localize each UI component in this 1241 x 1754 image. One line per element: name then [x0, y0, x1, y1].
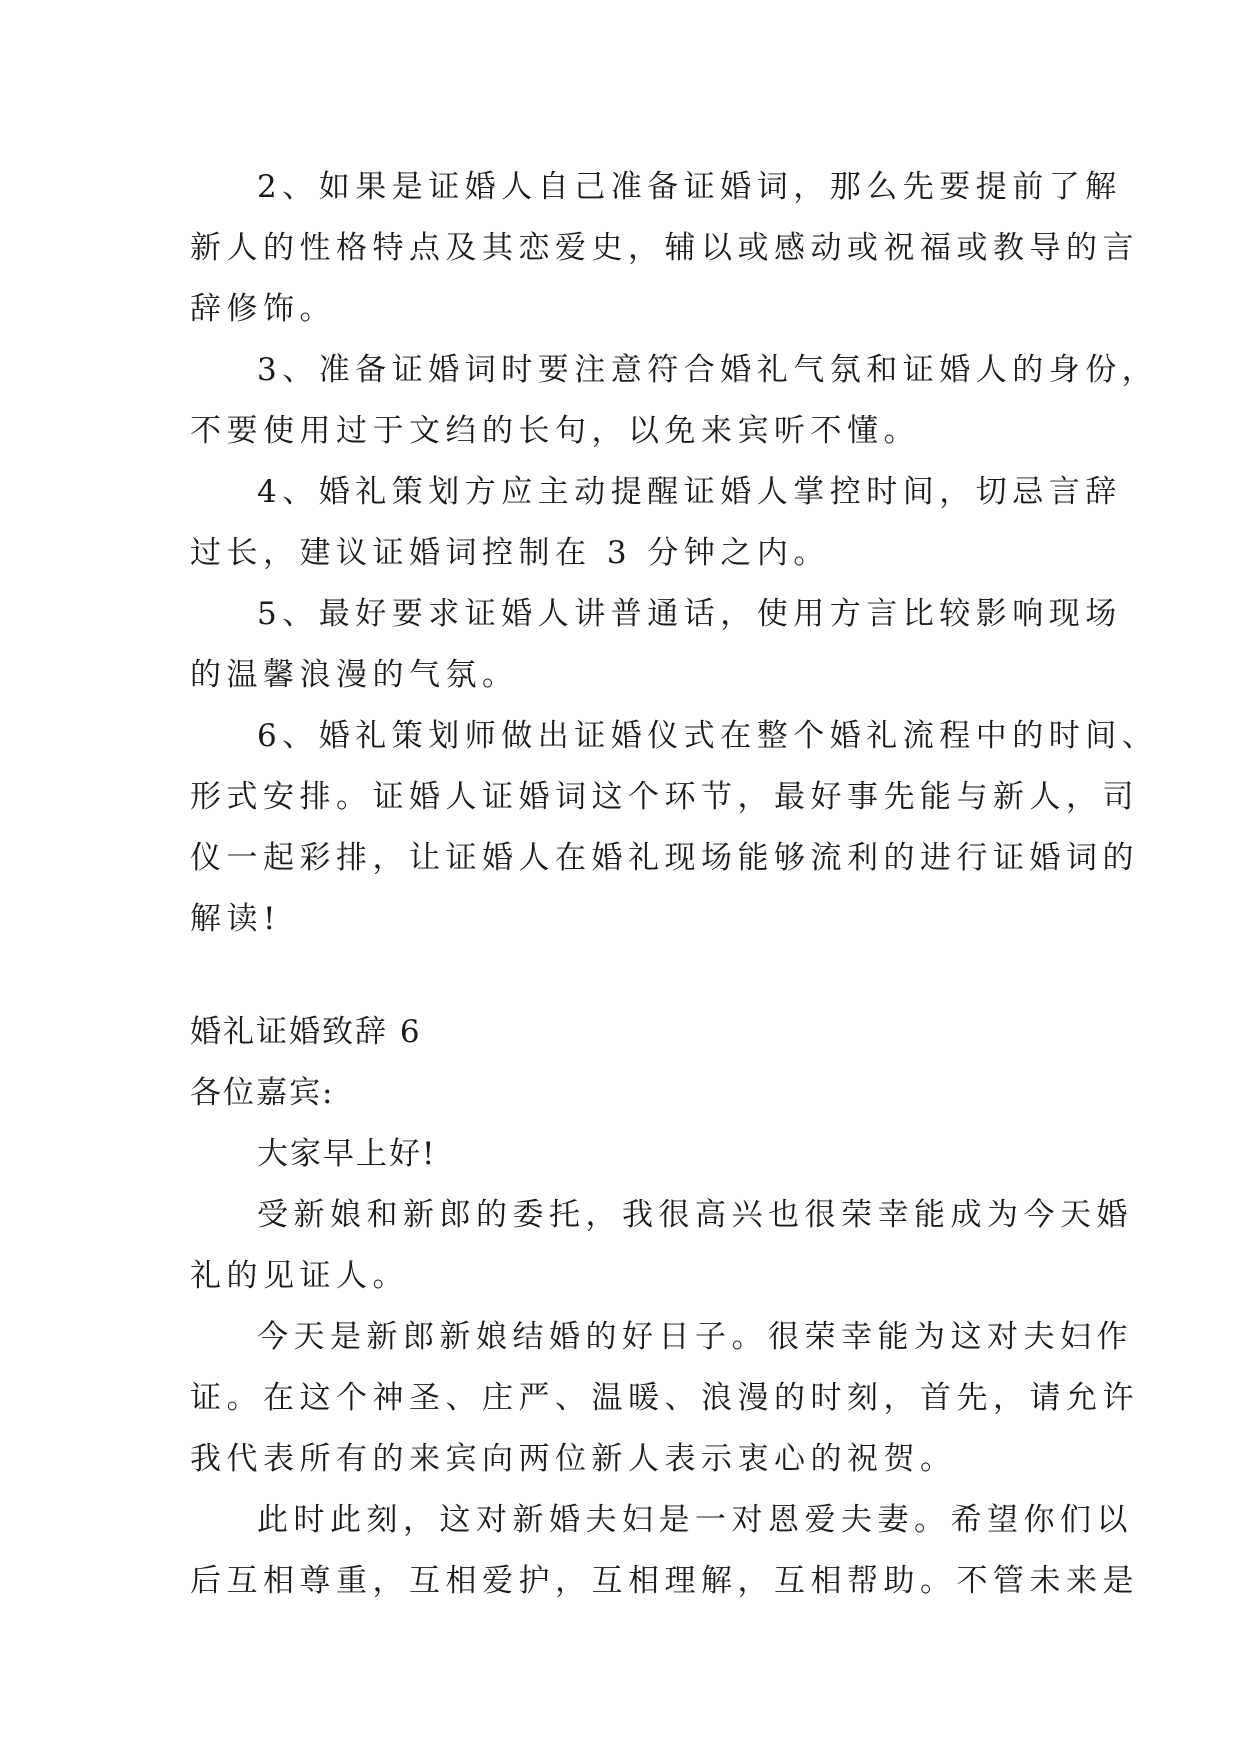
- paragraph-line: 过长，建议证婚词控制在 3 分钟之内。: [190, 535, 830, 571]
- paragraph-line: 今天是新郎新娘结婚的好日子。很荣幸能为这对夫妇作: [257, 1319, 1133, 1355]
- paragraph-line: 新人的性格特点及其恋爱史，辅以或感动或祝福或教导的言: [190, 230, 1139, 266]
- section-heading: 婚礼证婚致辞 6: [190, 1014, 422, 1050]
- paragraph-line: 辞修饰。: [190, 291, 336, 327]
- paragraph-line: 的温馨浪漫的气氛。: [190, 657, 519, 693]
- greeting-line: 大家早上好!: [257, 1136, 437, 1172]
- paragraph-line: 不要使用过于文绉的长句，以免来宾听不懂。: [190, 413, 920, 449]
- paragraph-line: 礼的见证人。: [190, 1258, 409, 1294]
- paragraph-line: 4、婚礼策划方应主动提醒证婚人掌控时间，切忌言辞: [257, 474, 1122, 510]
- salutation: 各位嘉宾:: [190, 1075, 335, 1111]
- paragraph-line: 2、如果是证婚人自己准备证婚词，那么先要提前了解: [257, 169, 1122, 205]
- paragraph-line: 仪一起彩排，让证婚人在婚礼现场能够流利的进行证婚词的: [190, 840, 1139, 876]
- paragraph-line: 3、准备证婚词时要注意符合婚礼气氛和证婚人的身份，: [257, 352, 1159, 388]
- paragraph-line: 5、最好要求证婚人讲普通话，使用方言比较影响现场: [257, 596, 1122, 632]
- paragraph-line: 解读!: [190, 901, 281, 937]
- paragraph-line: 受新娘和新郎的委托，我很高兴也很荣幸能成为今天婚: [257, 1197, 1133, 1233]
- paragraph-line: 我代表所有的来宾向两位新人表示衷心的祝贺。: [190, 1441, 957, 1477]
- paragraph-line: 6、婚礼策划师做出证婚仪式在整个婚礼流程中的时间、: [257, 718, 1159, 754]
- paragraph-line: 证。在这个神圣、庄严、温暖、浪漫的时刻，首先，请允许: [190, 1380, 1139, 1416]
- paragraph-line: 后互相尊重，互相爱护，互相理解，互相帮助。不管未来是: [190, 1563, 1139, 1599]
- paragraph-line: 此时此刻，这对新婚夫妇是一对恩爱夫妻。希望你们以: [257, 1502, 1133, 1538]
- paragraph-line: 形式安排。证婚人证婚词这个环节，最好事先能与新人，司: [190, 779, 1139, 815]
